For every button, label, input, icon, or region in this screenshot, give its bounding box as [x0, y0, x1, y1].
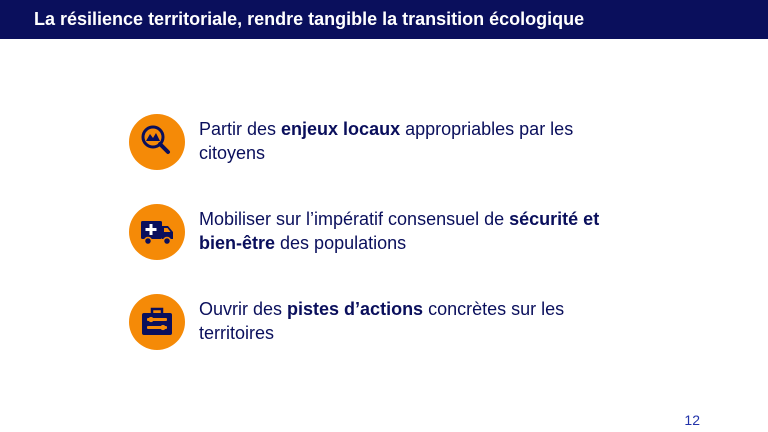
- magnifier-landscape-icon: [129, 114, 185, 170]
- item-text: Mobiliser sur l’impératif consensuel de sécurité et bien-être des populations: [199, 209, 600, 253]
- slide-title: La résilience territoriale, rendre tangible la transition écologique: [34, 9, 585, 29]
- title-bar: [0, 0, 768, 39]
- list-item-securite: [129, 204, 649, 260]
- item-text: Partir des enjeux locaux appropriables par les citoyens: [199, 119, 574, 163]
- toolbox-icon: [129, 294, 185, 350]
- item-text: Ouvrir des pistes d’actions concrètes sur les territoires: [199, 299, 565, 343]
- list-item-actions: [129, 294, 649, 350]
- ambulance-icon: [129, 204, 185, 260]
- page-number: 12: [684, 412, 700, 428]
- list-item-enjeux: [129, 114, 649, 170]
